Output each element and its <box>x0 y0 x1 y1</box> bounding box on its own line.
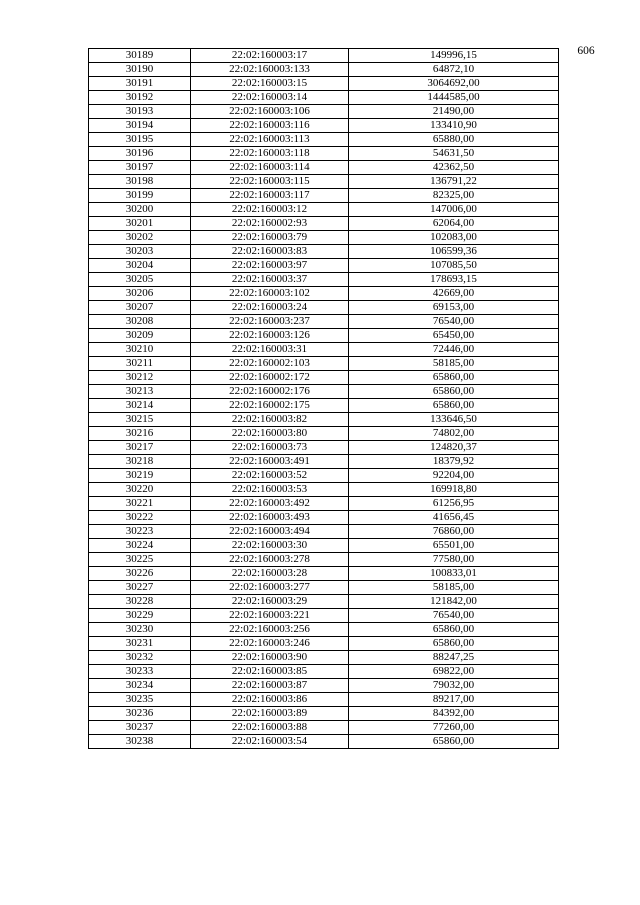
table-row <box>89 581 559 595</box>
cadastral-number-cell: 22:02:160003:114 <box>191 161 349 175</box>
cadastral-number-cell: 22:02:160003:14 <box>191 91 349 105</box>
cadastral-number-cell: 22:02:160003:97 <box>191 259 349 273</box>
cadastral-number-cell: 22:02:160003:30 <box>191 539 349 553</box>
value-cell: 58185,00 <box>349 581 559 595</box>
row-number-cell: 30216 <box>89 427 191 441</box>
table-row <box>89 413 559 427</box>
value-cell: 147006,00 <box>349 203 559 217</box>
page-number: 606 <box>577 45 595 57</box>
table-row <box>89 287 559 301</box>
cadastral-number-cell: 22:02:160003:37 <box>191 273 349 287</box>
cadastral-number-cell: 22:02:160003:15 <box>191 77 349 91</box>
value-cell: 89217,00 <box>349 693 559 707</box>
cadastral-number-cell: 22:02:160003:52 <box>191 469 349 483</box>
cadastral-number-cell: 22:02:160003:28 <box>191 567 349 581</box>
value-cell: 72446,00 <box>349 343 559 357</box>
cadastral-number-cell: 22:02:160002:172 <box>191 371 349 385</box>
value-cell: 107085,50 <box>349 259 559 273</box>
row-number-cell: 30229 <box>89 609 191 623</box>
value-cell: 41656,45 <box>349 511 559 525</box>
table-row <box>89 511 559 525</box>
table-body <box>89 49 559 749</box>
cadastral-number-cell: 22:02:160002:93 <box>191 217 349 231</box>
table-row <box>89 735 559 749</box>
table-row <box>89 721 559 735</box>
value-cell: 100833,01 <box>349 567 559 581</box>
row-number-cell: 30228 <box>89 595 191 609</box>
cadastral-number-cell: 22:02:160003:256 <box>191 623 349 637</box>
row-number-cell: 30214 <box>89 399 191 413</box>
table-row <box>89 553 559 567</box>
value-cell: 61256,95 <box>349 497 559 511</box>
cadastral-number-cell: 22:02:160003:133 <box>191 63 349 77</box>
cadastral-number-cell: 22:02:160003:80 <box>191 427 349 441</box>
table-row <box>89 329 559 343</box>
row-number-cell: 30220 <box>89 483 191 497</box>
row-number-cell: 30203 <box>89 245 191 259</box>
value-cell: 3064692,00 <box>349 77 559 91</box>
value-cell: 58185,00 <box>349 357 559 371</box>
row-number-cell: 30201 <box>89 217 191 231</box>
value-cell: 133410,90 <box>349 119 559 133</box>
row-number-cell: 30230 <box>89 623 191 637</box>
value-cell: 76540,00 <box>349 315 559 329</box>
row-number-cell: 30217 <box>89 441 191 455</box>
value-cell: 18379,92 <box>349 455 559 469</box>
table-row <box>89 371 559 385</box>
table-row <box>89 63 559 77</box>
cadastral-number-cell: 22:02:160003:237 <box>191 315 349 329</box>
table-row <box>89 609 559 623</box>
value-cell: 133646,50 <box>349 413 559 427</box>
row-number-cell: 30191 <box>89 77 191 91</box>
value-cell: 136791,22 <box>349 175 559 189</box>
table-row <box>89 203 559 217</box>
row-number-cell: 30207 <box>89 301 191 315</box>
cadastral-number-cell: 22:02:160003:88 <box>191 721 349 735</box>
cadastral-number-cell: 22:02:160003:277 <box>191 581 349 595</box>
row-number-cell: 30206 <box>89 287 191 301</box>
value-cell: 65860,00 <box>349 399 559 413</box>
table-row <box>89 455 559 469</box>
table-row <box>89 427 559 441</box>
row-number-cell: 30232 <box>89 651 191 665</box>
cadastral-number-cell: 22:02:160002:175 <box>191 399 349 413</box>
cadastral-number-cell: 22:02:160003:79 <box>191 231 349 245</box>
row-number-cell: 30215 <box>89 413 191 427</box>
table-row <box>89 77 559 91</box>
value-cell: 64872,10 <box>349 63 559 77</box>
cadastral-number-cell: 22:02:160003:83 <box>191 245 349 259</box>
cadastral-number-cell: 22:02:160003:126 <box>191 329 349 343</box>
value-cell: 62064,00 <box>349 217 559 231</box>
row-number-cell: 30238 <box>89 735 191 749</box>
row-number-cell: 30198 <box>89 175 191 189</box>
row-number-cell: 30190 <box>89 63 191 77</box>
cadastral-number-cell: 22:02:160003:494 <box>191 525 349 539</box>
table-row <box>89 231 559 245</box>
value-cell: 74802,00 <box>349 427 559 441</box>
table-row <box>89 623 559 637</box>
row-number-cell: 30226 <box>89 567 191 581</box>
value-cell: 69153,00 <box>349 301 559 315</box>
row-number-cell: 30222 <box>89 511 191 525</box>
cadastral-number-cell: 22:02:160003:493 <box>191 511 349 525</box>
table-row <box>89 147 559 161</box>
table-row <box>89 105 559 119</box>
value-cell: 54631,50 <box>349 147 559 161</box>
table-row <box>89 595 559 609</box>
table-row <box>89 539 559 553</box>
value-cell: 65860,00 <box>349 637 559 651</box>
value-cell: 84392,00 <box>349 707 559 721</box>
cadastral-number-cell: 22:02:160003:117 <box>191 189 349 203</box>
table-row <box>89 665 559 679</box>
cadastral-number-cell: 22:02:160003:29 <box>191 595 349 609</box>
row-number-cell: 30221 <box>89 497 191 511</box>
cadastral-number-cell: 22:02:160003:12 <box>191 203 349 217</box>
value-cell: 65501,00 <box>349 539 559 553</box>
value-cell: 149996,15 <box>349 49 559 63</box>
value-cell: 76540,00 <box>349 609 559 623</box>
value-cell: 65860,00 <box>349 623 559 637</box>
table-row <box>89 469 559 483</box>
cadastral-number-cell: 22:02:160003:221 <box>191 609 349 623</box>
row-number-cell: 30233 <box>89 665 191 679</box>
row-number-cell: 30236 <box>89 707 191 721</box>
value-cell: 121842,00 <box>349 595 559 609</box>
row-number-cell: 30209 <box>89 329 191 343</box>
value-cell: 88247,25 <box>349 651 559 665</box>
row-number-cell: 30212 <box>89 371 191 385</box>
value-cell: 76860,00 <box>349 525 559 539</box>
value-cell: 1444585,00 <box>349 91 559 105</box>
row-number-cell: 30208 <box>89 315 191 329</box>
table-row <box>89 343 559 357</box>
value-cell: 82325,00 <box>349 189 559 203</box>
table-row <box>89 133 559 147</box>
value-cell: 77580,00 <box>349 553 559 567</box>
cadastral-number-cell: 22:02:160003:85 <box>191 665 349 679</box>
row-number-cell: 30224 <box>89 539 191 553</box>
row-number-cell: 30196 <box>89 147 191 161</box>
table-row <box>89 693 559 707</box>
cadastral-number-cell: 22:02:160003:491 <box>191 455 349 469</box>
table-row <box>89 49 559 63</box>
table-row <box>89 119 559 133</box>
row-number-cell: 30235 <box>89 693 191 707</box>
value-cell: 65450,00 <box>349 329 559 343</box>
value-cell: 124820,37 <box>349 441 559 455</box>
value-cell: 79032,00 <box>349 679 559 693</box>
cadastral-number-cell: 22:02:160002:103 <box>191 357 349 371</box>
cadastral-number-cell: 22:02:160003:24 <box>191 301 349 315</box>
value-cell: 65880,00 <box>349 133 559 147</box>
table-row <box>89 497 559 511</box>
cadastral-number-cell: 22:02:160003:87 <box>191 679 349 693</box>
table-row <box>89 259 559 273</box>
data-table <box>88 48 559 749</box>
row-number-cell: 30213 <box>89 385 191 399</box>
row-number-cell: 30237 <box>89 721 191 735</box>
value-cell: 65860,00 <box>349 735 559 749</box>
cadastral-number-cell: 22:02:160003:102 <box>191 287 349 301</box>
cadastral-number-cell: 22:02:160003:278 <box>191 553 349 567</box>
row-number-cell: 30192 <box>89 91 191 105</box>
cadastral-number-cell: 22:02:160003:106 <box>191 105 349 119</box>
table-row <box>89 483 559 497</box>
value-cell: 65860,00 <box>349 385 559 399</box>
row-number-cell: 30202 <box>89 231 191 245</box>
row-number-cell: 30234 <box>89 679 191 693</box>
cadastral-number-cell: 22:02:160003:115 <box>191 175 349 189</box>
cadastral-number-cell: 22:02:160003:89 <box>191 707 349 721</box>
row-number-cell: 30193 <box>89 105 191 119</box>
table-row <box>89 651 559 665</box>
table-row <box>89 217 559 231</box>
value-cell: 42362,50 <box>349 161 559 175</box>
table-row <box>89 315 559 329</box>
row-number-cell: 30231 <box>89 637 191 651</box>
cadastral-number-cell: 22:02:160003:31 <box>191 343 349 357</box>
cadastral-number-cell: 22:02:160003:17 <box>191 49 349 63</box>
table-row <box>89 357 559 371</box>
row-number-cell: 30199 <box>89 189 191 203</box>
value-cell: 169918,80 <box>349 483 559 497</box>
table-row <box>89 399 559 413</box>
value-cell: 106599,36 <box>349 245 559 259</box>
cadastral-number-cell: 22:02:160003:113 <box>191 133 349 147</box>
table-row <box>89 525 559 539</box>
row-number-cell: 30195 <box>89 133 191 147</box>
cadastral-number-cell: 22:02:160002:176 <box>191 385 349 399</box>
table-row <box>89 679 559 693</box>
row-number-cell: 30227 <box>89 581 191 595</box>
row-number-cell: 30197 <box>89 161 191 175</box>
value-cell: 178693,15 <box>349 273 559 287</box>
value-cell: 92204,00 <box>349 469 559 483</box>
table-row <box>89 273 559 287</box>
table-row <box>89 189 559 203</box>
row-number-cell: 30218 <box>89 455 191 469</box>
table-row <box>89 245 559 259</box>
table-row <box>89 301 559 315</box>
cadastral-number-cell: 22:02:160003:246 <box>191 637 349 651</box>
cadastral-number-cell: 22:02:160003:53 <box>191 483 349 497</box>
row-number-cell: 30210 <box>89 343 191 357</box>
row-number-cell: 30223 <box>89 525 191 539</box>
row-number-cell: 30189 <box>89 49 191 63</box>
row-number-cell: 30225 <box>89 553 191 567</box>
row-number-cell: 30205 <box>89 273 191 287</box>
value-cell: 21490,00 <box>349 105 559 119</box>
cadastral-number-cell: 22:02:160003:73 <box>191 441 349 455</box>
table-row <box>89 637 559 651</box>
cadastral-number-cell: 22:02:160003:54 <box>191 735 349 749</box>
value-cell: 69822,00 <box>349 665 559 679</box>
table-row <box>89 567 559 581</box>
cadastral-number-cell: 22:02:160003:86 <box>191 693 349 707</box>
row-number-cell: 30200 <box>89 203 191 217</box>
value-cell: 65860,00 <box>349 371 559 385</box>
cadastral-number-cell: 22:02:160003:116 <box>191 119 349 133</box>
row-number-cell: 30211 <box>89 357 191 371</box>
table-row <box>89 175 559 189</box>
row-number-cell: 30204 <box>89 259 191 273</box>
value-cell: 42669,00 <box>349 287 559 301</box>
cadastral-number-cell: 22:02:160003:90 <box>191 651 349 665</box>
value-cell: 102083,00 <box>349 231 559 245</box>
table-row <box>89 161 559 175</box>
table-row <box>89 707 559 721</box>
table-row <box>89 91 559 105</box>
row-number-cell: 30219 <box>89 469 191 483</box>
cadastral-number-cell: 22:02:160003:82 <box>191 413 349 427</box>
value-cell: 77260,00 <box>349 721 559 735</box>
cadastral-number-cell: 22:02:160003:492 <box>191 497 349 511</box>
row-number-cell: 30194 <box>89 119 191 133</box>
table-row <box>89 385 559 399</box>
cadastral-number-cell: 22:02:160003:118 <box>191 147 349 161</box>
table-row <box>89 441 559 455</box>
